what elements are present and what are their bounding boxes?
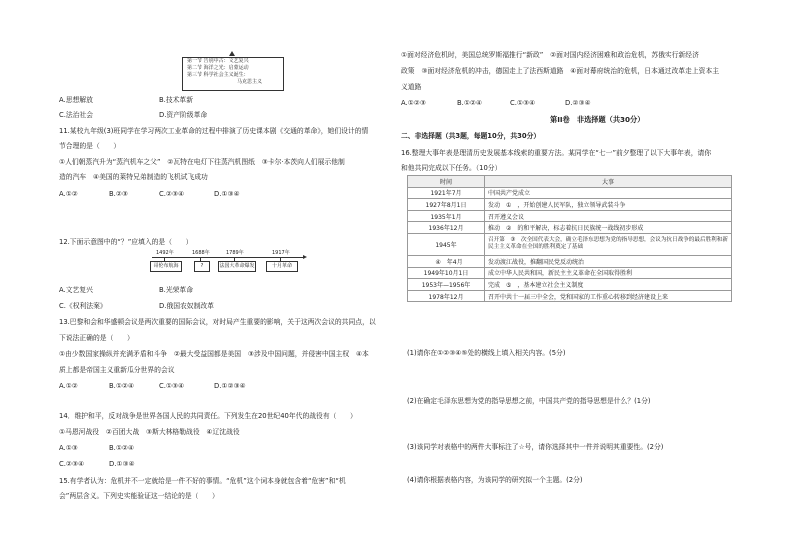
table-cell-event[interactable]: 召开第 ③ 次全国代表大会，确立毛泽东思想为党的指导思想，会议为抗日战争的最后胜利和新民主主义革命在全国的胜利奠定了基础 bbox=[485, 233, 732, 255]
q11-stem: 节合理的是（ ） bbox=[59, 142, 121, 150]
q15-option-a[interactable]: A.①②③ bbox=[401, 99, 426, 107]
answer-area-3[interactable] bbox=[407, 454, 732, 474]
q12-option-c[interactable]: C.《权利法案》 bbox=[59, 302, 107, 310]
q15-items: 义道路 bbox=[401, 83, 422, 91]
q10-option-c[interactable]: C.法治社会 bbox=[59, 111, 94, 119]
section-heading: 二、非选择题（共3题，每题10分，共30分） bbox=[401, 132, 541, 140]
table-cell-event: 召开中共十一届三中全会，党和国家的工作重心转移到经济建设上来 bbox=[485, 290, 732, 302]
timeline-event-box: 法国大革命爆发 bbox=[218, 261, 256, 272]
table-row bbox=[408, 210, 732, 222]
q13-stem: 13.巴黎和会和华盛顿会议是两次重要的国际会议，对时局产生重要的影响，关于这两次会议的共同点，以 bbox=[59, 318, 376, 326]
table-cell-event: 发动渡江战役，推翻国民党反动统治 bbox=[485, 255, 732, 267]
q14-option-c[interactable]: C.②③④ bbox=[59, 460, 85, 468]
table-cell-event[interactable]: 发动 ① ，开始创建人民军队，独立领导武装斗争 bbox=[485, 199, 732, 211]
flow-line: 马克思主义 bbox=[237, 79, 263, 85]
q10-option-a[interactable]: A.思想解放 bbox=[59, 96, 93, 104]
q12-option-b[interactable]: B.光荣革命 bbox=[159, 286, 194, 294]
q12-option-a[interactable]: A.文艺复兴 bbox=[59, 286, 93, 294]
timeline-year: 1688年 bbox=[192, 250, 210, 256]
table-cell-event: 召开遵义会议 bbox=[485, 210, 732, 222]
q11-option-a[interactable]: A.①② bbox=[59, 190, 78, 198]
table-cell-time: 1945年 bbox=[408, 233, 485, 255]
q15-option-b[interactable]: B.①②④ bbox=[457, 99, 483, 107]
q15-items: ①面对经济危机时，美国总统罗斯福推行“新政” ②面对国内经济困难和政治危机，苏俄实行新经济 bbox=[401, 51, 699, 59]
q13-items: ①由少数国家操纵并充满矛盾和斗争 ②最大受益国都是美国 ③涉及中国问题，并侵害中国主权 ④本 bbox=[59, 350, 369, 358]
timeline-year: 1789年 bbox=[226, 250, 244, 256]
q11-option-b[interactable]: B.②③ bbox=[109, 190, 129, 198]
table-cell-time: 1949年10月1日 bbox=[408, 267, 485, 279]
answer-area-1[interactable] bbox=[407, 360, 732, 396]
table-header-row bbox=[408, 176, 732, 188]
q12-timeline bbox=[152, 250, 304, 277]
timeline-year: 1917年 bbox=[272, 250, 290, 256]
answer-area-2[interactable] bbox=[407, 408, 732, 442]
section-title: 第II卷 非选择题（共30分） bbox=[550, 115, 645, 124]
table-cell-time: 1936年12月 bbox=[408, 222, 485, 234]
table-cell-time: 1921年7月 bbox=[408, 187, 485, 199]
table-row bbox=[408, 187, 732, 199]
flow-line: 第三节 科学社会主义诞生： bbox=[187, 72, 249, 78]
q13-option-b[interactable]: B.①②④ bbox=[109, 382, 135, 390]
q15-option-d[interactable]: D.②③④ bbox=[565, 99, 591, 107]
table-cell-time: 1935年1月 bbox=[408, 210, 485, 222]
q13-stem: 下说法正确的是（ ） bbox=[59, 334, 134, 342]
flow-arrow-up-icon bbox=[229, 51, 235, 56]
q11-option-c[interactable]: C.②③④ bbox=[159, 190, 185, 198]
table-row bbox=[408, 199, 732, 211]
timeline-arrow-icon bbox=[303, 255, 307, 259]
flow-line: 第二节 海洋之光：启蒙运动 bbox=[187, 65, 249, 71]
q14-stem: 14．维护和平，反对战争是世界各国人民的共同责任。下列发生在20世纪40年代的战役有（ ） bbox=[59, 412, 357, 420]
table-cell-event: 成立中华人民共和国，新民主主义革命在全国取得胜利 bbox=[485, 267, 732, 279]
table-header-time: 时间 bbox=[408, 176, 485, 188]
q11-items: 造的汽车 ④美国的莱特兄弟制造的飞机试飞成功 bbox=[59, 173, 208, 181]
table-row bbox=[408, 290, 732, 302]
table-row bbox=[408, 222, 732, 234]
timeline-flow-box bbox=[182, 57, 284, 91]
q14-option-d[interactable]: D.①③④ bbox=[109, 460, 135, 468]
q13-option-c[interactable]: C.①③④ bbox=[159, 382, 185, 390]
q15-items: 政策 ③面对经济危机的冲击，德国走上了法西斯道路 ④面对幕府统治的危机，日本通过改革走上资本主 bbox=[401, 67, 720, 75]
table-header-event: 大事 bbox=[485, 176, 732, 188]
timeline-event-box: 哥伦布航海 bbox=[150, 261, 182, 272]
q13-option-a[interactable]: A.①② bbox=[59, 382, 78, 390]
q11-stem: 11.某校九年级(3)班同学在学习两次工业革命的过程中排演了历史课本剧《交通的革命》，她们设计的情 bbox=[59, 127, 369, 135]
table-row bbox=[408, 279, 732, 291]
q13-option-d[interactable]: D.①②③④ bbox=[214, 382, 246, 390]
table-cell-event[interactable]: 推动 ② 的和平解决，标志着抗日民族统一战线初步形成 bbox=[485, 222, 732, 234]
answer-area-4[interactable] bbox=[407, 487, 732, 517]
q15-option-c[interactable]: C.①③④ bbox=[510, 99, 536, 107]
q15-stem: 会”两层含义。下列史实能验证这一结论的是（ ） bbox=[59, 492, 219, 500]
q10-option-d[interactable]: D.资产阶级革命 bbox=[159, 111, 208, 119]
q16-stem: 和他共同完成以下任务。（10分） bbox=[401, 164, 502, 172]
q13-items: 质上都是帝国主义重新瓜分世界的会议 bbox=[59, 366, 175, 374]
table-cell-time: 1953年—1956年 bbox=[408, 279, 485, 291]
timeline-year: 1492年 bbox=[156, 250, 174, 256]
timeline-event-box: 十月革命 bbox=[266, 261, 298, 272]
flow-line: 第一节 告别中古：文艺复兴 bbox=[187, 58, 249, 64]
table-cell-event[interactable]: 完成 ⑤ ，基本建立社会主义制度 bbox=[485, 279, 732, 291]
table-cell-time: 1978年12月 bbox=[408, 290, 485, 302]
timeline-axis bbox=[152, 257, 304, 258]
table-cell-time[interactable]: ④ 年4月 bbox=[408, 255, 485, 267]
q16-subquestion-4: (4)请你根据表格内容，为该同学的研究拟一个主题。(2分) bbox=[407, 476, 583, 484]
table-cell-time: 1927年8月1日 bbox=[408, 199, 485, 211]
q12-stem: 12.下面示意图中的“？”应填入的是（ ） bbox=[59, 238, 193, 246]
table-row bbox=[408, 233, 732, 255]
table-row bbox=[408, 267, 732, 279]
q16-subquestion-1: (1)请你在①②③④⑤处的横线上填入相关内容。(5分) bbox=[407, 349, 566, 357]
q12-option-d[interactable]: D.俄国农奴制改革 bbox=[159, 302, 214, 310]
q16-stem: 16.整理大事年表是理清历史发展基本线索的重要方法。某同学在“七一”前夕整理了以下大事年表，请你 bbox=[401, 149, 712, 157]
table-row bbox=[408, 255, 732, 267]
q11-items: ①人们朝蒸汽升为“蒸汽机车之父” ②瓦特在电灯下往蒸汽机图纸 ③卡尔·本茨向人们展示他制 bbox=[59, 158, 345, 166]
q10-option-b[interactable]: B.技术革新 bbox=[159, 96, 194, 104]
events-table bbox=[407, 175, 732, 302]
timeline-event-box: ? bbox=[194, 261, 210, 272]
q14-items: ①马恩河战役 ②百团大战 ③斯大林格勒战役 ④辽沈战役 bbox=[59, 428, 240, 436]
q15-stem: 15.有学者认为：危机并不一定就给是一件不好的事情。“危机”这个词本身就包含着“危害”和“机 bbox=[59, 477, 346, 485]
q11-option-d[interactable]: D.①③④ bbox=[214, 190, 240, 198]
q14-option-b[interactable]: B.①②④ bbox=[109, 444, 135, 452]
q14-option-a[interactable]: A.①③ bbox=[59, 444, 78, 452]
q16-subquestion-3: (3)该同学对表格中的两件大事标注了☆号，请你选择其中一件并说明其重要性。(2分) bbox=[407, 443, 664, 451]
q16-subquestion-2: (2)在确定毛泽东思想为党的指导思想之前，中国共产党的指导思想是什么？(1分) bbox=[407, 397, 651, 405]
table-cell-event: 中国共产党成立 bbox=[485, 187, 732, 199]
